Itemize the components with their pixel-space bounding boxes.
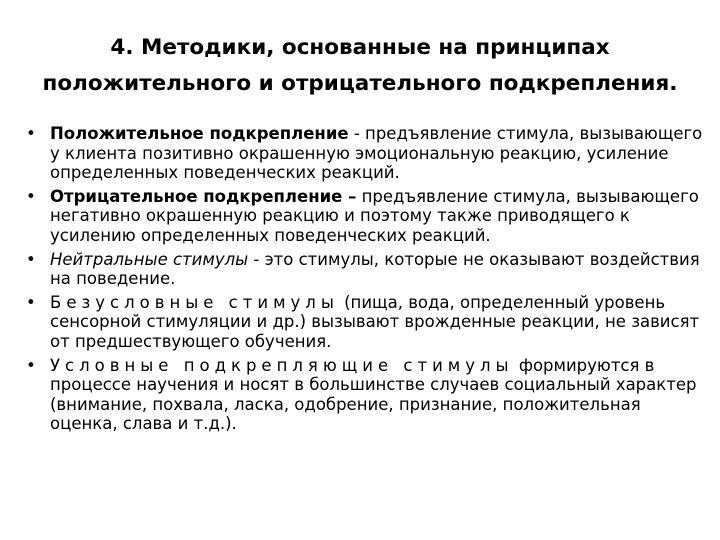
term-conditioned-reinforcing-stimuli: Условные подкрепляющие стимулы: [50, 355, 514, 375]
term-neutral-stimuli: Нейтральные стимулы: [50, 249, 249, 269]
list-item-unconditioned-stimuli: [26, 293, 706, 352]
definition-negative-reinforcement: предъявление стимула, вызывающего негативно окрашенную реакцию и поэтому также приводящего к усилению определенных поведенческих реакций.: [50, 186, 699, 245]
bullet-icon: •: [26, 249, 36, 269]
definition-positive-reinforcement: - предъявление стимула, вызывающего у клиента позитивно окрашенную эмоциональную реакцию, усиление определенных поведенческих реакций.: [50, 124, 703, 183]
bullet-icon: •: [26, 124, 36, 143]
definition-unconditioned-stimuli: (пища, вода, определенный уровень сенсорной стимуляции и др.) вызывают врожденные реакции, не зависят от предшествующего обучения.: [50, 292, 700, 351]
slide-title-line-2: положительного и отрицательного подкрепления.: [42, 71, 678, 96]
term-negative-reinforcement: Отрицательное подкрепление –: [50, 186, 357, 206]
bullet-icon: •: [26, 186, 36, 206]
definition-neutral-stimuli: - это стимулы, которые не оказывают воздействия на поведение.: [50, 249, 700, 289]
list-item-positive-reinforcement: [26, 124, 706, 183]
definition-conditioned-reinforcing-stimuli: формируются в процессе научения и носят в большинстве случаев социальный характер (внимание, похвала, ласка, одобрение, признание, положительная оценка, слава и т.д.).: [50, 355, 697, 434]
slide-title-line-1: 4. Методики, основанные на принципах: [110, 35, 610, 60]
term-positive-reinforcement: Положительное подкрепление: [50, 124, 349, 143]
slide-title: [40, 30, 680, 102]
bullet-icon: •: [26, 355, 36, 375]
bullet-list: [26, 124, 706, 438]
list-item-neutral-stimuli: [26, 250, 706, 289]
term-unconditioned-stimuli: Безусловные стимулы: [50, 292, 339, 312]
bullet-icon: •: [26, 292, 36, 312]
list-item-conditioned-reinforcing-stimuli: [26, 356, 706, 434]
list-item-negative-reinforcement: [26, 187, 706, 246]
